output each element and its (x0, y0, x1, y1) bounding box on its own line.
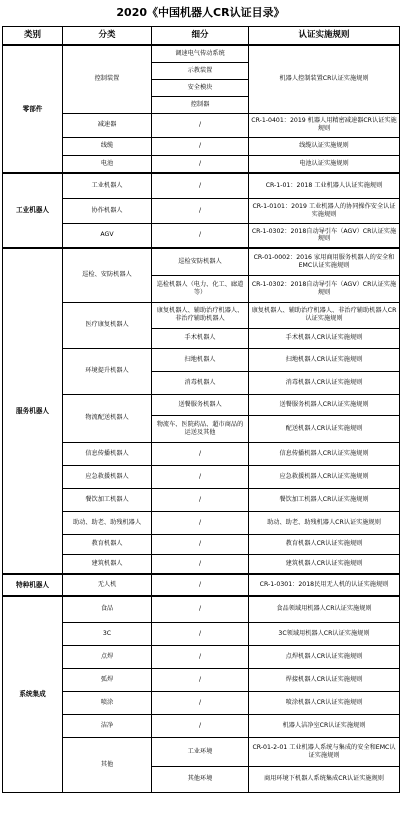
class-cell: 其他 (63, 737, 152, 792)
table-row (3, 574, 400, 596)
class-cell: 应急救援机器人 (63, 465, 152, 488)
category-parts: 零部件 (3, 45, 63, 173)
table-row (3, 596, 400, 622)
subclass-cell: 控制器 (152, 96, 249, 113)
subclass-cell: / (152, 622, 249, 645)
table-row (3, 394, 400, 415)
header-class: 分类 (63, 27, 152, 46)
subclass-cell: 物流车、医院药品、超市商品的运送及其他 (152, 415, 249, 442)
table-row (3, 737, 400, 766)
rule-cell: CR-1-0401：2019 机器人用精密减速器CR认证实施规则 (249, 113, 400, 137)
table-row (3, 173, 400, 198)
subclass-cell: / (152, 714, 249, 737)
subclass-cell: / (152, 691, 249, 714)
class-cell: 线缆 (63, 137, 152, 155)
rule-cell: CR-1-01：2018 工业机器人认证实施规则 (249, 173, 400, 198)
subclass-cell: 手术机器人 (152, 328, 249, 348)
class-cell: 建筑机器人 (63, 554, 152, 574)
table-row (3, 511, 400, 534)
category-special: 特种机器人 (3, 574, 63, 596)
subclass-cell: / (152, 574, 249, 596)
rule-cell: 食品领域用机器人CR认证实施规则 (249, 596, 400, 622)
class-cell: 协作机器人 (63, 198, 152, 223)
subclass-cell: / (152, 155, 249, 173)
subclass-cell: / (152, 113, 249, 137)
rule-cell: 建筑机器人CR认证实施规则 (249, 554, 400, 574)
rule-cell: 助动、助老、助残机器人CR认证实施规则 (249, 511, 400, 534)
table-row (3, 442, 400, 465)
subclass-cell: 其他环境 (152, 766, 249, 792)
header-rule: 认证实施规则 (249, 27, 400, 46)
subclass-cell: / (152, 645, 249, 668)
class-cell: 教育机器人 (63, 534, 152, 554)
rule-cell: 应急救援机器人CR认证实施规则 (249, 465, 400, 488)
class-controller: 控制装置 (63, 45, 152, 113)
subclass-cell: / (152, 488, 249, 511)
table-row (3, 668, 400, 691)
rule-cell: 喷涂机器人CR认证实施规则 (249, 691, 400, 714)
class-cell: 无人机 (63, 574, 152, 596)
table-row (3, 714, 400, 737)
header-category: 类别 (3, 27, 63, 46)
rule-cell: 餐饮加工机器人CR认证实施规则 (249, 488, 400, 511)
subclass-cell: 消毒机器人 (152, 371, 249, 394)
subclass-cell: / (152, 198, 249, 223)
class-cell: 助动、助老、助残机器人 (63, 511, 152, 534)
rule-cell: 电池认证实施规则 (249, 155, 400, 173)
category-system: 系统集成 (3, 596, 63, 792)
class-cell: 3C (63, 622, 152, 645)
table-row (3, 155, 400, 173)
rule-cell: 线缆认证实施规则 (249, 137, 400, 155)
page-title: 2020《中国机器人CR认证目录》 (116, 6, 285, 19)
class-cell: 弧焊 (63, 668, 152, 691)
rule-cell: 3C领域用机器人CR认证实施规则 (249, 622, 400, 645)
rule-cell: CR-01-0002：2016 家用商用服务机器人的安全和EMC认证实施规则 (249, 248, 400, 275)
class-cell: 食品 (63, 596, 152, 622)
subclass-cell: / (152, 442, 249, 465)
rule-cell: 扫地机器人CR认证实施规则 (249, 348, 400, 371)
table-row (3, 302, 400, 328)
rule-cell: 机器人洁净室CR认证实施规则 (249, 714, 400, 737)
subclass-cell: / (152, 511, 249, 534)
rule-cell: 教育机器人CR认证实施规则 (249, 534, 400, 554)
rule-cell: 手术机器人CR认证实施规则 (249, 328, 400, 348)
class-cell: AGV (63, 223, 152, 248)
table-row (3, 113, 400, 137)
class-cell: 餐饮加工机器人 (63, 488, 152, 511)
rule-cell: 信息传播机器人CR认证实施规则 (249, 442, 400, 465)
rule-cell: 点焊机器人CR认证实施规则 (249, 645, 400, 668)
table-row (3, 554, 400, 574)
certification-table (2, 26, 400, 793)
subclass-cell: / (152, 465, 249, 488)
rule-cell: CR-1-0101：2019 工业机器人的协同操作安全认证实施规则 (249, 198, 400, 223)
rule-cell: CR-1-0302：2018自动导引车（AGV）CR认证实施规则 (249, 223, 400, 248)
subclass-cell: 安全模块 (152, 79, 249, 96)
rule-cell: 配送机器人CR认证实施规则 (249, 415, 400, 442)
subclass-cell: 送餐服务机器人 (152, 394, 249, 415)
subclass-cell: / (152, 173, 249, 198)
table-row (3, 534, 400, 554)
subclass-cell: / (152, 596, 249, 622)
class-cell: 洁净 (63, 714, 152, 737)
subclass-cell: / (152, 137, 249, 155)
class-cell: 医疗康复机器人 (63, 302, 152, 348)
subclass-cell: / (152, 223, 249, 248)
table-row (3, 645, 400, 668)
rule-cell: CR-01-2-01 工业机器人系统与集成的安全和EMC认证实施规则 (249, 737, 400, 766)
table-row (3, 348, 400, 371)
rule-cell: CR-1-0302：2018自动导引车（AGV）CR认证实施规则 (249, 275, 400, 302)
rule-cell: 送餐服务机器人CR认证实施规则 (249, 394, 400, 415)
table-header-row (3, 27, 400, 46)
rule-cell: 消毒机器人CR认证实施规则 (249, 371, 400, 394)
rule-cell: 康复机器人、辅助治疗机器人、非治疗辅助机器人CR认证实施规则 (249, 302, 400, 328)
subclass-cell: 巡检安防机器人 (152, 248, 249, 275)
subclass-cell: / (152, 534, 249, 554)
subclass-cell: 康复机器人、辅助治疗机器人、非治疗辅助机器人 (152, 302, 249, 328)
class-cell: 工业机器人 (63, 173, 152, 198)
subclass-cell: 巡检机器人（电力、化工、廊道等） (152, 275, 249, 302)
rule-cell: 焊接机器人CR认证实施规则 (249, 668, 400, 691)
table-row (3, 488, 400, 511)
class-cell: 电池 (63, 155, 152, 173)
class-cell: 巡检、安防机器人 (63, 248, 152, 302)
table-row (3, 465, 400, 488)
table-row (3, 622, 400, 645)
table-row (3, 248, 400, 275)
subclass-cell: 调速电气传动系统 (152, 45, 249, 62)
header-subclass: 细分 (152, 27, 249, 46)
table-row (3, 691, 400, 714)
subclass-cell: 示教装置 (152, 62, 249, 79)
subclass-cell: 扫地机器人 (152, 348, 249, 371)
category-industrial: 工业机器人 (3, 173, 63, 248)
rule-cell: 机器人控制装置CR认证实施规则 (249, 45, 400, 113)
table-row (3, 198, 400, 223)
category-service: 服务机器人 (3, 248, 63, 574)
class-cell: 点焊 (63, 645, 152, 668)
subclass-cell: 工业环境 (152, 737, 249, 766)
subclass-cell: / (152, 668, 249, 691)
class-cell: 信息传播机器人 (63, 442, 152, 465)
subclass-cell: / (152, 554, 249, 574)
table-row (3, 137, 400, 155)
rule-cell: CR-1-0301：2018民用无人机的认证实施规则 (249, 574, 400, 596)
table-row (3, 223, 400, 248)
class-cell: 减速器 (63, 113, 152, 137)
class-cell: 环境提升机器人 (63, 348, 152, 394)
table-row (3, 45, 400, 62)
class-cell: 物流配送机器人 (63, 394, 152, 442)
rule-cell: 商用环境下机器人系统集成CR认证实施规则 (249, 766, 400, 792)
class-cell: 喷涂 (63, 691, 152, 714)
